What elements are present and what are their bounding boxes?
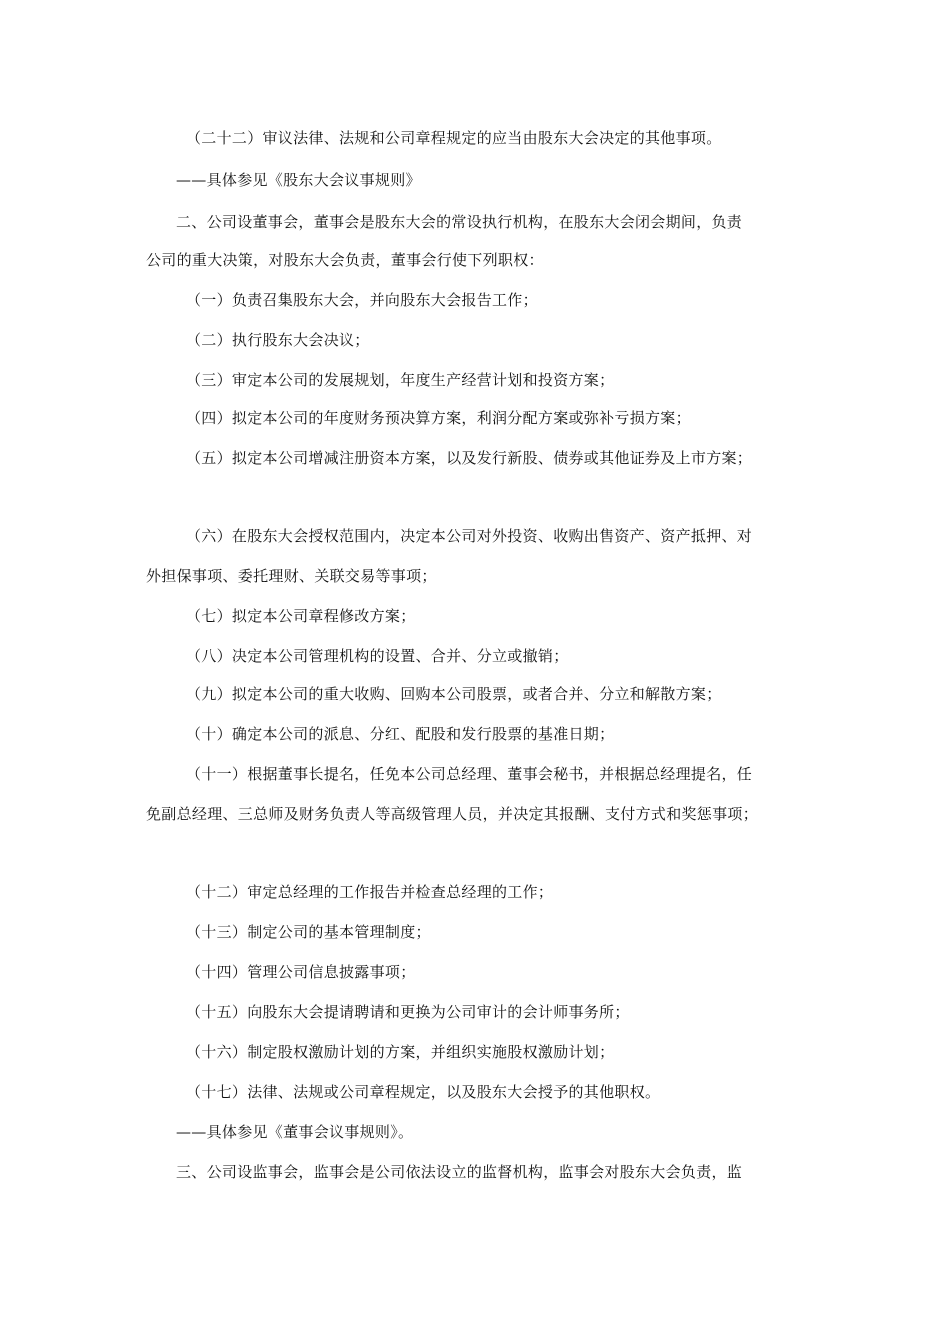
board-item-6: （六）在股东大会授权范围内，决定本公司对外投资、收购出售资产、资产抵押、对 (186, 527, 753, 545)
section-2-continuation: 公司的重大决策，对股东大会负责，董事会行使下列职权： (146, 251, 544, 269)
board-item-6-continuation: 外担保事项、委托理财、关联交易等事项； (146, 567, 437, 585)
section-3-heading: 三、公司设监事会，监事会是公司依法设立的监督机构，监事会对股东大会负责，监 (176, 1163, 743, 1181)
board-item-1: （一）负责召集股东大会，并向股东大会报告工作； (186, 291, 538, 309)
board-item-16: （十六）制定股权激励计划的方案，并组织实施股权激励计划； (186, 1043, 615, 1061)
board-item-11-continuation: 免副总经理、三总师及财务负责人等高级管理人员，并决定其报酬、支付方式和奖惩事项； (146, 805, 759, 823)
board-item-9: （九）拟定本公司的重大收购、回购本公司股票，或者合并、分立和解散方案； (186, 685, 722, 703)
board-item-5: （五）拟定本公司增减注册资本方案，以及发行新股、债券或其他证券及上市方案； (186, 449, 753, 467)
board-item-7: （七）拟定本公司章程修改方案； (186, 607, 416, 625)
reference-board-rules: ——具体参见《董事会议事规则》。 (176, 1123, 414, 1141)
item-22: （二十二）审议法律、法规和公司章程规定的应当由股东大会决定的其他事项。 (186, 129, 722, 147)
board-item-10: （十）确定本公司的派息、分红、配股和发行股票的基准日期； (186, 725, 615, 743)
board-item-8: （八）决定本公司管理机构的设置、合并、分立或撤销； (186, 647, 569, 665)
section-2-heading: 二、公司设董事会，董事会是股东大会的常设执行机构，在股东大会闭会期间，负责 (176, 213, 743, 231)
board-item-4: （四）拟定本公司的年度财务预决算方案，利润分配方案或弥补亏损方案； (186, 409, 691, 427)
board-item-15: （十五）向股东大会提请聘请和更换为公司审计的会计师事务所； (186, 1003, 630, 1021)
board-item-17: （十七）法律、法规或公司章程规定，以及股东大会授予的其他职权。 (186, 1083, 661, 1101)
board-item-14: （十四）管理公司信息披露事项； (186, 963, 416, 981)
board-item-11: （十一）根据董事长提名，任免本公司总经理、董事会秘书，并根据总经理提名，任 (186, 765, 753, 783)
board-item-3: （三）审定本公司的发展规划，年度生产经营计划和投资方案； (186, 371, 615, 389)
reference-shareholder-rules: ——具体参见《股东大会议事规则》 (176, 171, 421, 189)
board-item-2: （二）执行股东大会决议； (186, 331, 370, 349)
board-item-13: （十三）制定公司的基本管理制度； (186, 923, 431, 941)
board-item-12: （十二）审定总经理的工作报告并检查总经理的工作； (186, 883, 554, 901)
